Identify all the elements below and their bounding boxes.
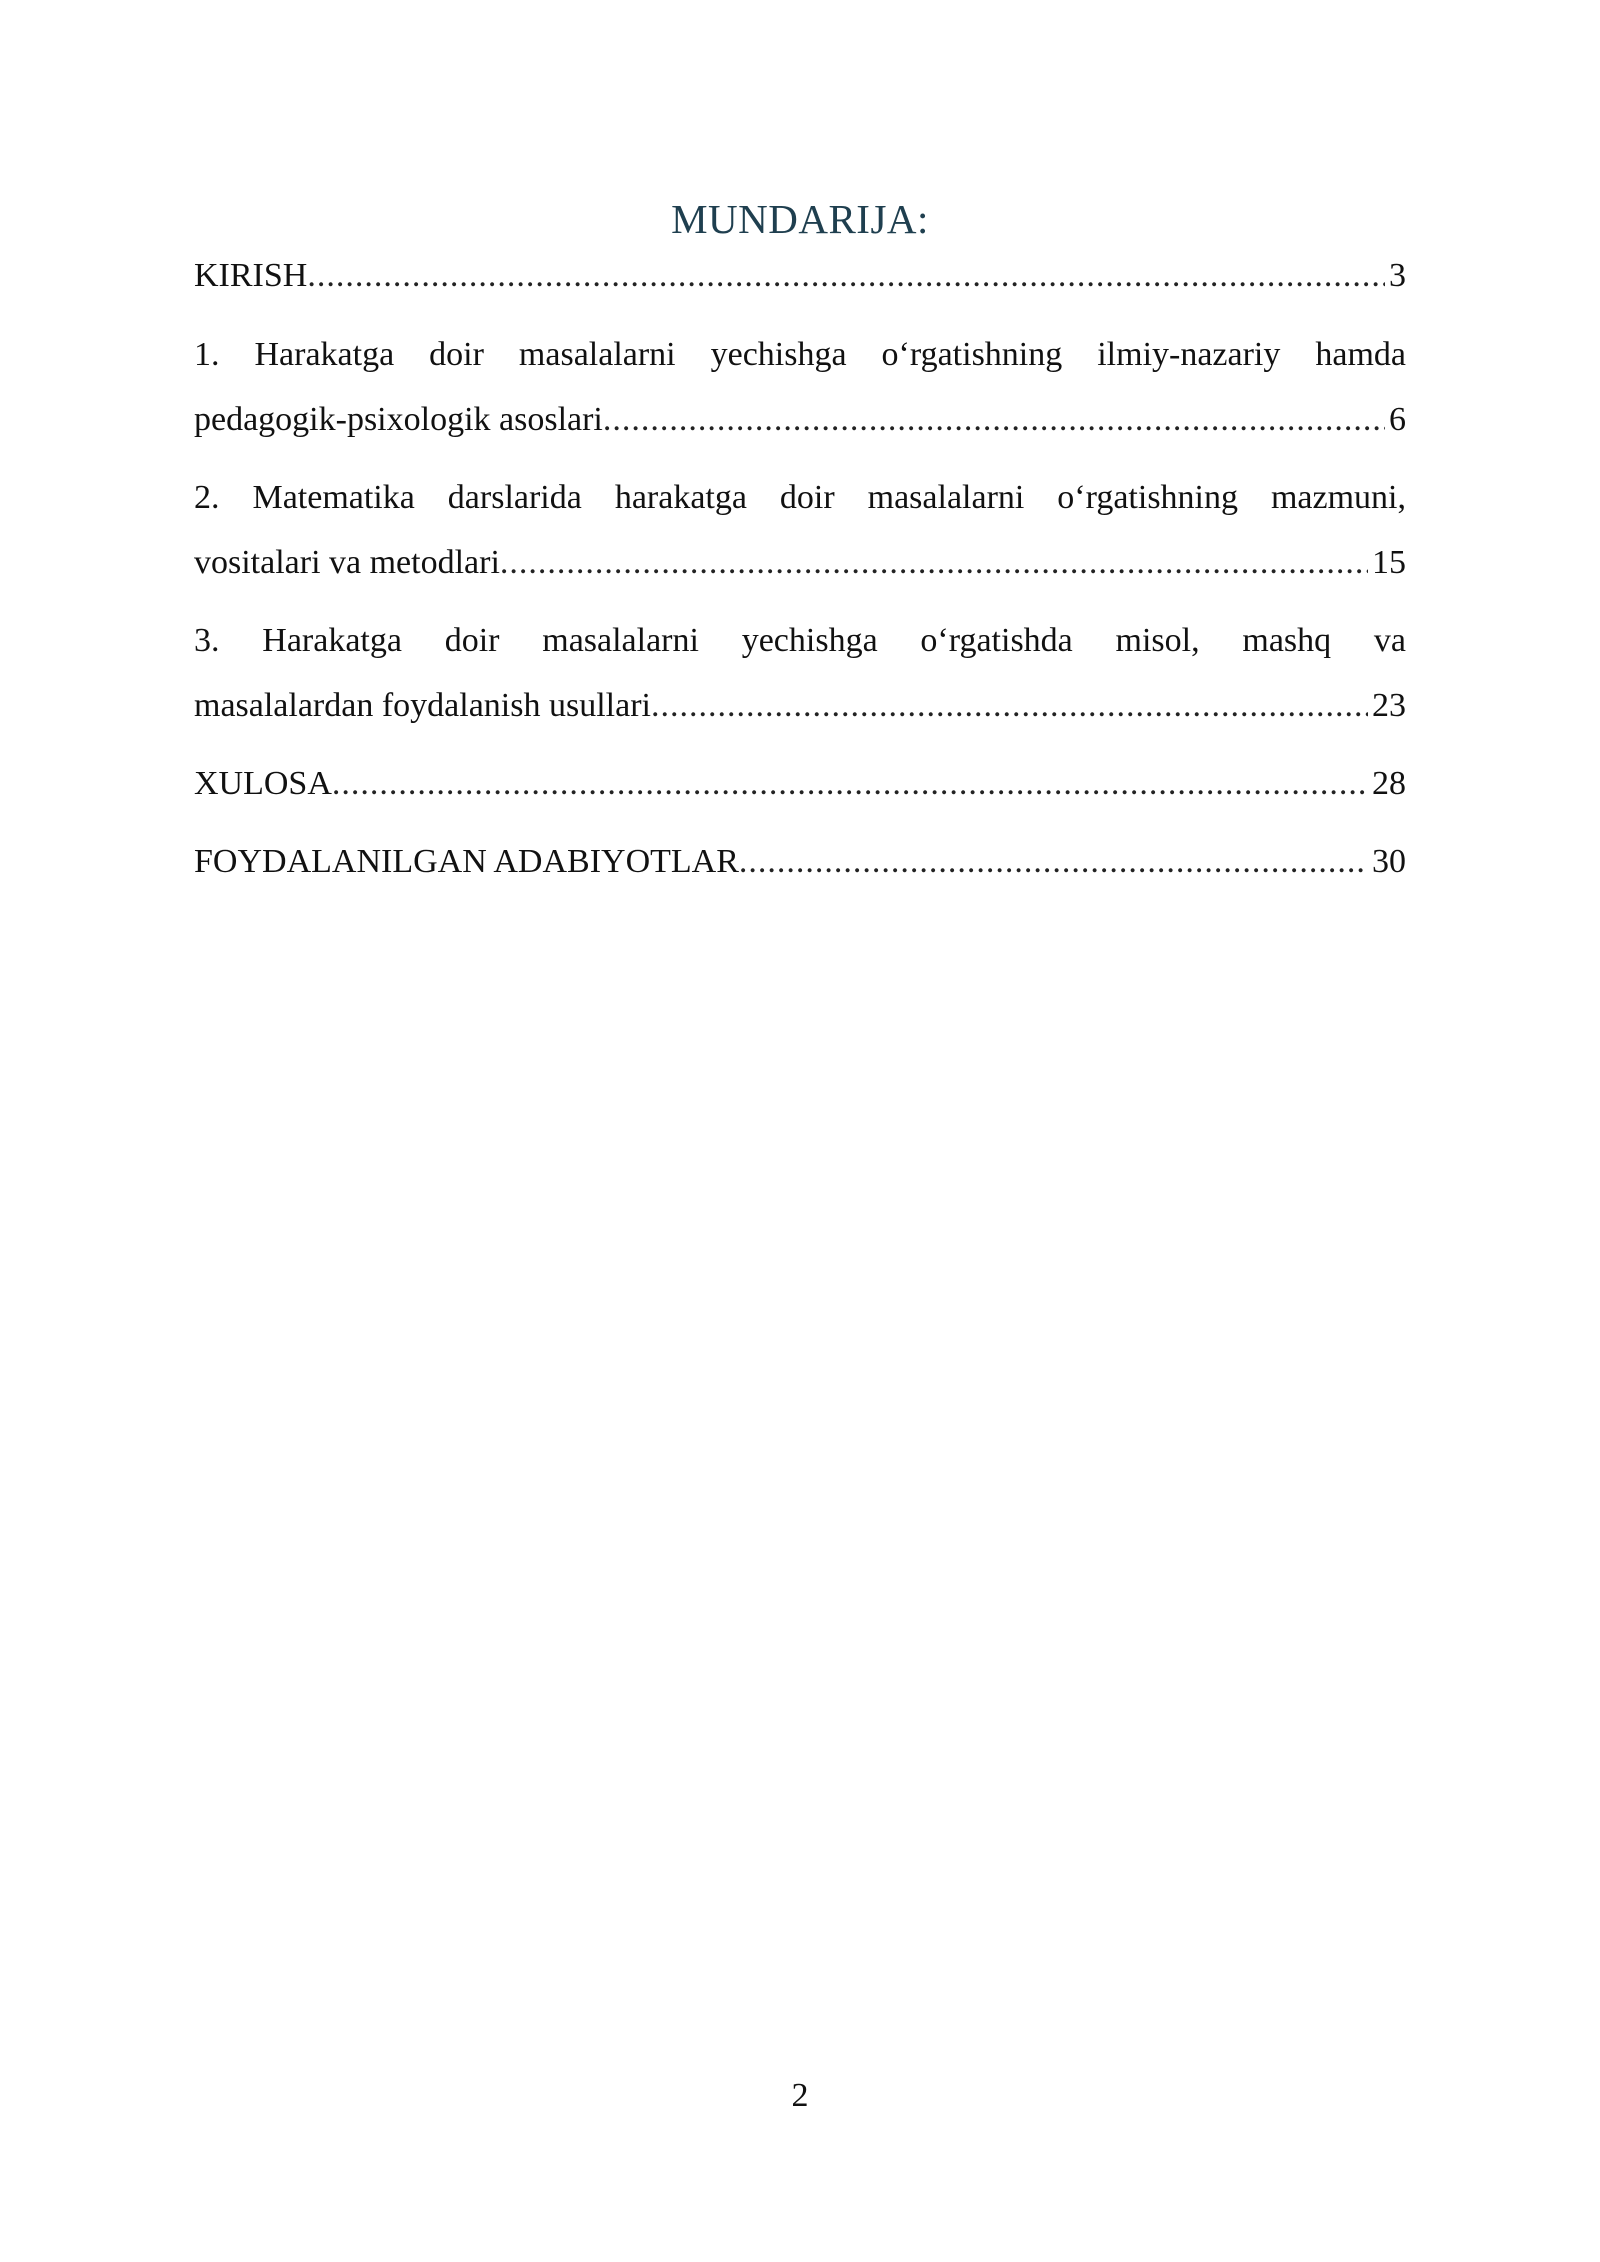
toc-entry-chapter-1[interactable]: [194, 322, 1406, 452]
toc-entry-kirish[interactable]: [194, 243, 1406, 308]
toc-entry-label: XULOSA: [194, 765, 332, 802]
toc-entry-page: 28: [1372, 765, 1406, 802]
toc-entry-label: KIRISH: [194, 257, 308, 294]
toc-entry-label-continued: vositalari va metodlari: [194, 544, 500, 581]
toc-entry-xulosa[interactable]: [194, 751, 1406, 816]
dot-leader: [500, 530, 1368, 595]
dot-leader: [603, 387, 1385, 452]
toc-entry-label: FOYDALANILGAN ADABIYOTLAR: [194, 843, 739, 880]
toc-entry-adabiyotlar[interactable]: [194, 829, 1406, 894]
toc-title: MUNDARIJA:: [671, 196, 929, 242]
toc-entry-label: 2. Matematika darslarida harakatga doir masalalarni o‘rgatishning mazmuni,: [194, 479, 1406, 516]
toc-entry-label-continued: masalalardan foydalanish usullari: [194, 687, 651, 724]
table-of-contents: [194, 243, 1406, 907]
page-number: 2: [791, 2077, 809, 2114]
toc-entry-chapter-3[interactable]: [194, 608, 1406, 738]
dot-leader: [332, 751, 1368, 816]
toc-entry-page: 3: [1389, 257, 1406, 294]
toc-entry-label-continued: pedagogik-psixologik asoslari: [194, 401, 603, 438]
toc-entry-page: 15: [1372, 544, 1406, 581]
dot-leader: [739, 829, 1368, 894]
dot-leader: [307, 243, 1385, 308]
toc-entry-label: 3. Harakatga doir masalalarni yechishga o‘rgatishda misol, mashq va: [194, 622, 1406, 659]
toc-entry-page: 23: [1372, 687, 1406, 724]
toc-entry-chapter-2[interactable]: [194, 465, 1406, 595]
toc-entry-page: 30: [1372, 843, 1406, 880]
dot-leader: [651, 673, 1368, 738]
toc-entry-page: 6: [1389, 401, 1406, 438]
toc-entry-label: 1. Harakatga doir masalalarni yechishga o‘rgatishning ilmiy-nazariy hamda: [194, 336, 1406, 373]
